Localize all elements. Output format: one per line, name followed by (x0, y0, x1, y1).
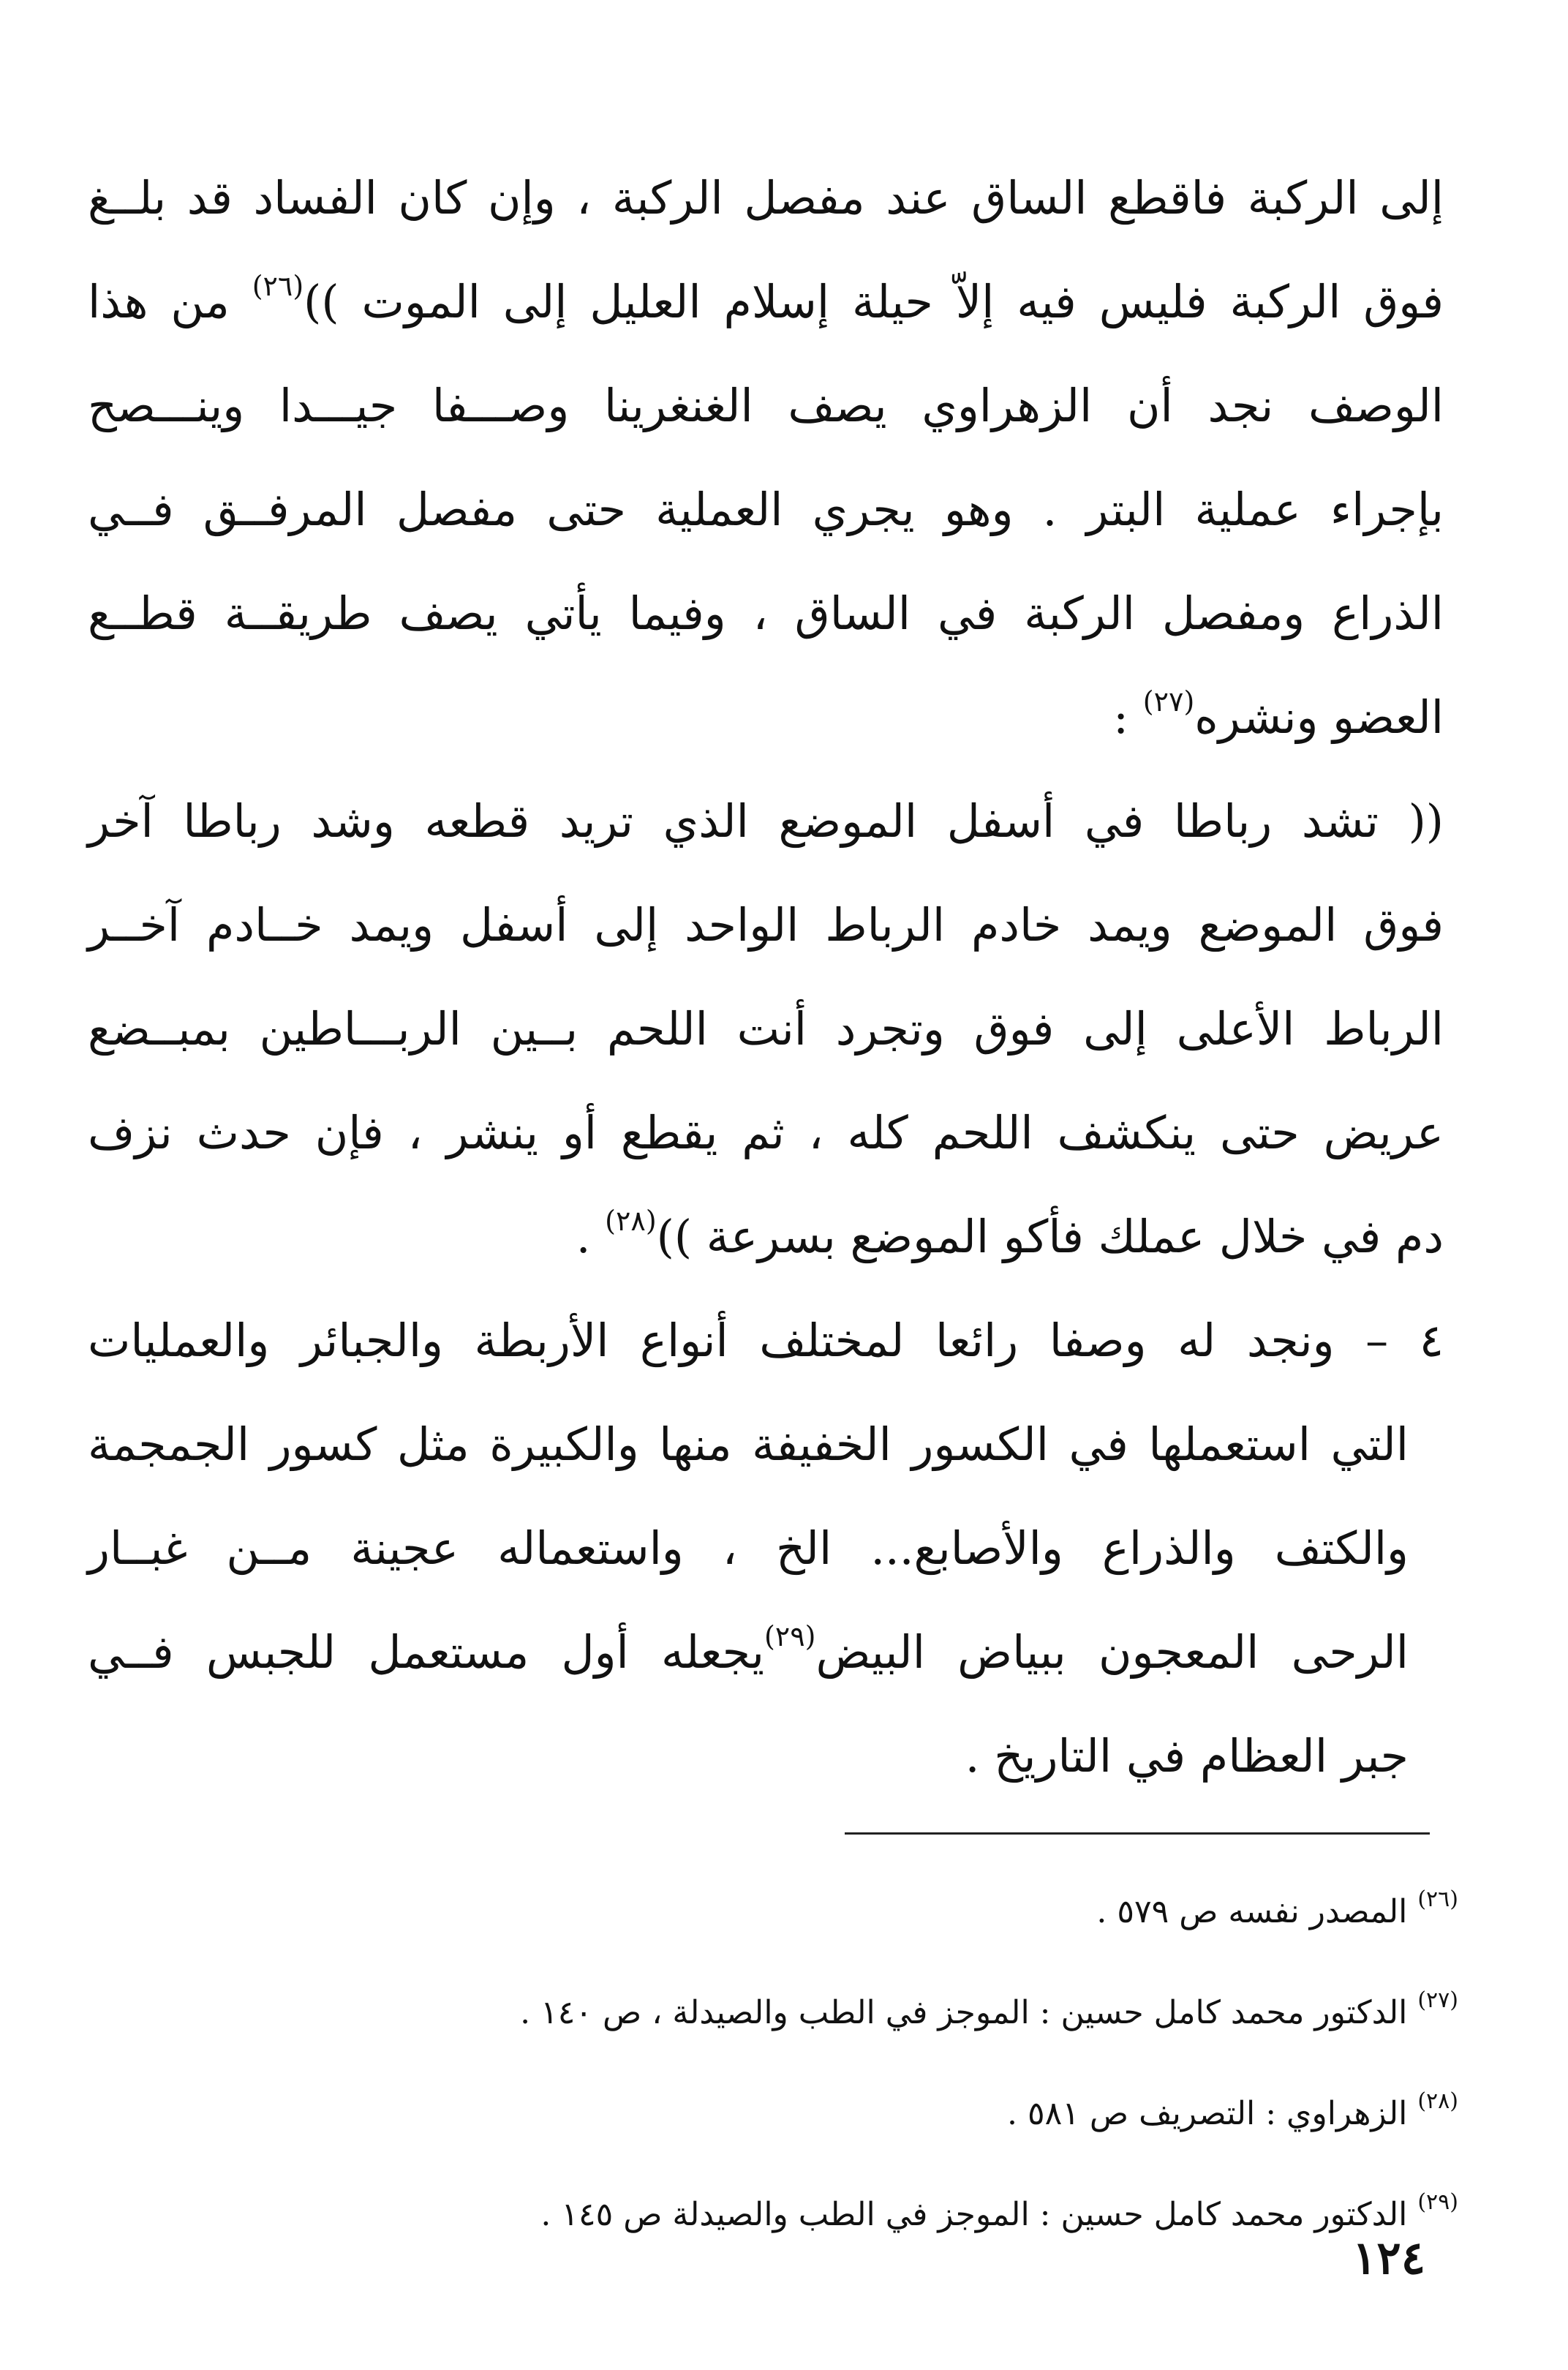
footnote-27: $^{(٢٧)}$ الدكتور محمد كامل حسين : الموجز في الطب والصيدلة ، ص ١٤٠ . (520, 1987, 1458, 2031)
footnote-26: $^{(٢٦)}$ المصدر نفسه ص ٥٧٩ . (1096, 1886, 1458, 1930)
footnote-29: $^{(٢٩)}$ الدكتور محمد كامل حسين : الموجز في الطب والصيدلة ص ١٤٥ . (540, 2189, 1458, 2233)
text-line: إلى الركبة فاقطع الساق عند مفصل الركبة ، وإن كان الفساد قد بلــغ (88, 171, 1444, 225)
footnote-ref: (٢٧) (1142, 685, 1195, 718)
footnote-ref: (٢٦) (252, 270, 304, 302)
list-item: ٤ – ونجد له وصفا رائعا لمختلف أنواع الأربطة والجبائر والعمليات (88, 1314, 1444, 1367)
footnote-ref: (٢٩) (764, 1620, 816, 1652)
text-line: والكتف والذراع والأصابع... الخ ، واستعماله عجينة مــن غبــار (88, 1521, 1409, 1575)
text-line: فوق الموضع ويمد خادم الرباط الواحد إلى أسفل ويمد خــادم آخــر (88, 898, 1444, 952)
main-text (88, 146, 1444, 1808)
text-line: جبر العظام في التاريخ . (965, 1729, 1409, 1783)
text-line: الرباط الأعلى إلى فوق وتجرد أنت اللحم بــين الربـــاطين بمبــضع (88, 1002, 1444, 1056)
text-line: العضو ونشره$^{(٢٧)}$ : (1113, 685, 1444, 744)
text-line: الوصف نجد أن الزهراوي يصف الغنغرينا وصـــفا جيـــدا وينـــصح (88, 379, 1444, 432)
footnotes (88, 1862, 1458, 2265)
text-line: الرحى المعجون ببياض البيض$^{(٢٩)}$يجعله أول مستعمل للجبس فــي (88, 1620, 1409, 1679)
text-line: دم في خلال عملك فأكو الموضع بسرعة ))$^{(٢٨)}$ . (576, 1205, 1444, 1263)
text-line: الذراع ومفصل الركبة في الساق ، وفيما يأتي يصف طريقــة قطــع (88, 587, 1444, 640)
text-line: عريض حتى ينكشف اللحم كله ، ثم يقطع أو ينشر ، فإن حدث نزف (88, 1106, 1444, 1159)
footnote-divider (845, 1832, 1430, 1835)
text-line: بإجراء عملية البتر . وهو يجري العملية حتى مفصل المرفــق فــي (88, 483, 1444, 536)
page-number: ١٢٤ (1352, 2231, 1425, 2284)
footnote-28: $^{(٢٨)}$ الزهراوي : التصريف ص ٥٨١ . (1007, 2088, 1458, 2132)
footnote-ref: (٢٨) (605, 1205, 657, 1237)
text-line: التي استعملها في الكسور الخفيفة منها والكبيرة مثل كسور الجمجمة (88, 1418, 1409, 1471)
text-line: (( تشد رباطا في أسفل الموضع الذي تريد قطعه وشد رباطا آخر (88, 794, 1444, 848)
text-line: فوق الركبة فليس فيه إلاّ حيلة إسلام العليل إلى الموت ))$^{(٢٦)}$ من هذا (88, 270, 1444, 328)
